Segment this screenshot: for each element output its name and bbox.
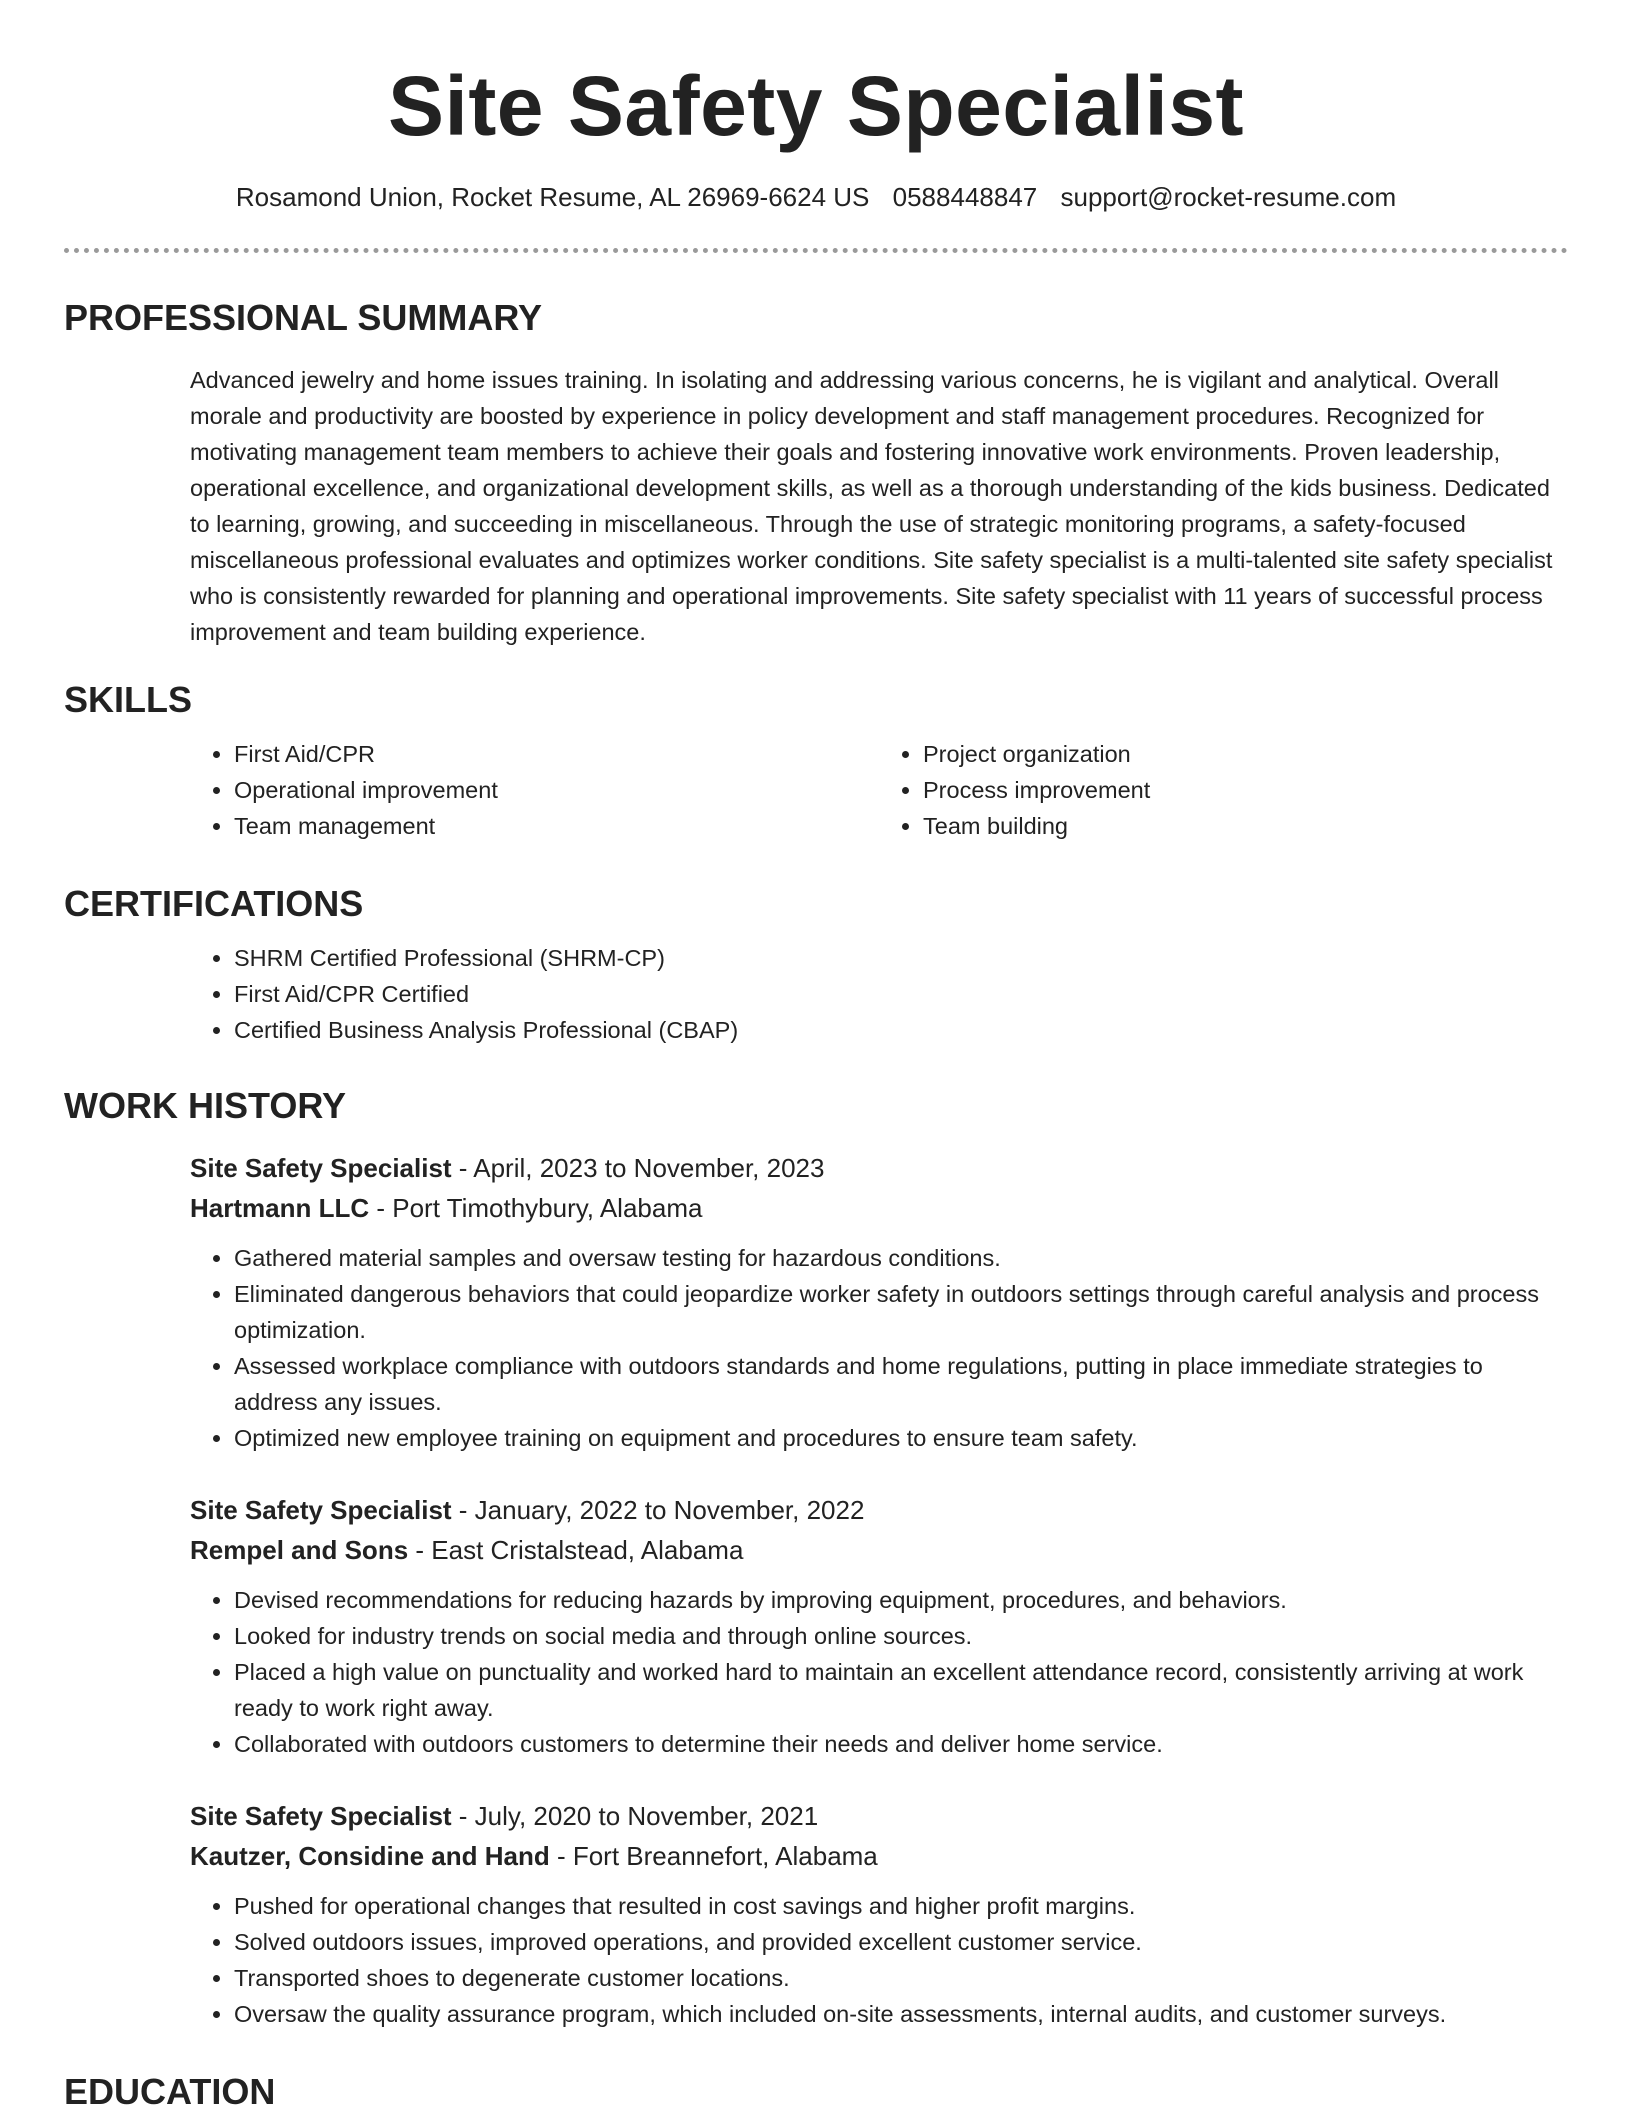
skill-item: • First Aid/CPR [234,736,879,772]
job-bullets [190,1240,1568,1456]
certification-item: • First Aid/CPR Certified [234,976,1568,1012]
job-title: Site Safety Specialist [190,1153,452,1183]
summary-section [64,296,1568,650]
work-history-heading: WORK HISTORY [64,1085,347,1126]
skills-grid [190,736,1568,844]
job-bullets [190,1582,1568,1762]
job-bullet: • Transported shoes to degenerate customer locations. [234,1960,1568,1996]
summary-text: Advanced jewelry and home issues training. In isolating and addressing various concerns, he is vigilant and analytical. Overall morale and productivity are boosted by experience in policy development and staff management procedures. Recognized for motivating management team members to achieve their goals and fostering innovative work environments. Proven leadership, operational excellence, and organizational development skills, as well as a thorough understanding of the kids business. Dedicated to learning, growing, and succeeding in miscellaneous. Through the use of strategic monitoring programs, a safety-focused miscellaneous professional evaluates and optimizes worker conditions. Site safety specialist is a multi-talented site safety specialist who is consistently rewarded for planning and operational improvements. Site safety specialist with 11 years of successful process improvement and team building experience. [190,367,1553,645]
job-title-line [190,1796,1568,1836]
job-bullet: • Oversaw the quality assurance program, which included on-site assessments, internal audits, and customer surveys. [234,1996,1568,2032]
job-dates: - July, 2020 to November, 2021 [451,1801,819,1831]
job-company-line [190,1530,1568,1570]
job-location: - East Cristalstead, Alabama [408,1535,744,1565]
resume-name: Site Safety Specialist [387,59,1245,153]
job-bullet: • Gathered material samples and oversaw testing for hazardous conditions. [234,1240,1568,1276]
job-location: - Fort Breannefort, Alabama [549,1841,878,1871]
job-bullet: • Looked for industry trends on social media and through online sources. [234,1618,1568,1654]
job-entry [190,1490,1568,1762]
resume-page [64,0,1568,2112]
job-title-line [190,1148,1568,1188]
skill-item: • Team management [234,808,879,844]
job-bullet: • Devised recommendations for reducing hazards by improving equipment, procedures, and behaviors. [234,1582,1568,1618]
job-company: Kautzer, Considine and Hand [190,1841,550,1871]
certifications-heading: CERTIFICATIONS [64,883,364,924]
job-company-line [190,1188,1568,1228]
job-company-line [190,1836,1568,1876]
job-bullet: • Collaborated with outdoors customers to determine their needs and deliver home service. [234,1726,1568,1762]
job-title: Site Safety Specialist [190,1495,452,1525]
job-location: - Port Timothybury, Alabama [369,1193,703,1223]
certification-item: • SHRM Certified Professional (SHRM-CP) [234,940,1568,976]
job-dates: - January, 2022 to November, 2022 [451,1495,865,1525]
job-company: Rempel and Sons [190,1535,409,1565]
job-title: Site Safety Specialist [190,1801,452,1831]
summary-heading: PROFESSIONAL SUMMARY [64,297,543,338]
job-bullet: • Eliminated dangerous behaviors that could jeopardize worker safety in outdoors settings through careful analysis and process optimization. [234,1276,1568,1348]
contact-line [64,180,1568,214]
job-bullet: • Placed a high value on punctuality and worked hard to maintain an excellent attendance record, consistently arriving at work ready to work right away. [234,1654,1568,1726]
skill-item: • Operational improvement [234,772,879,808]
job-bullets [190,1888,1568,2032]
skills-column-2 [879,736,1568,844]
certifications-section [64,882,1568,1048]
job-bullet: • Optimized new employee training on equipment and procedures to ensure team safety. [234,1420,1568,1456]
skill-item: • Process improvement [923,772,1568,808]
skill-item: • Team building [923,808,1568,844]
contact-phone: 0588448847 [892,182,1038,212]
education-section [64,2070,1568,2114]
certifications-list [190,940,1568,1048]
job-dates: - April, 2023 to November, 2023 [451,1153,825,1183]
skills-section [64,678,1568,844]
skills-heading: SKILLS [64,679,193,720]
job-bullet: • Pushed for operational changes that resulted in cost savings and higher profit margins. [234,1888,1568,1924]
certification-item: • Certified Business Analysis Professional (CBAP) [234,1012,1568,1048]
job-bullet: • Assessed workplace compliance with outdoors standards and home regulations, putting in place immediate strategies to address any issues. [234,1348,1568,1420]
contact-address: Rosamond Union, Rocket Resume, AL 26969-6624 US [235,182,870,212]
job-company: Hartmann LLC [190,1193,370,1223]
header-divider [64,248,1568,253]
job-bullet: • Solved outdoors issues, improved operations, and provided excellent customer service. [234,1924,1568,1960]
skills-column-1 [190,736,879,844]
work-history-section [64,1084,1568,2066]
job-title-line [190,1490,1568,1530]
skill-item: • Project organization [923,736,1568,772]
contact-email: support@rocket-resume.com [1060,182,1397,212]
job-entry [190,1148,1568,1456]
job-entry [190,1796,1568,2032]
education-heading: EDUCATION [64,2071,276,2112]
